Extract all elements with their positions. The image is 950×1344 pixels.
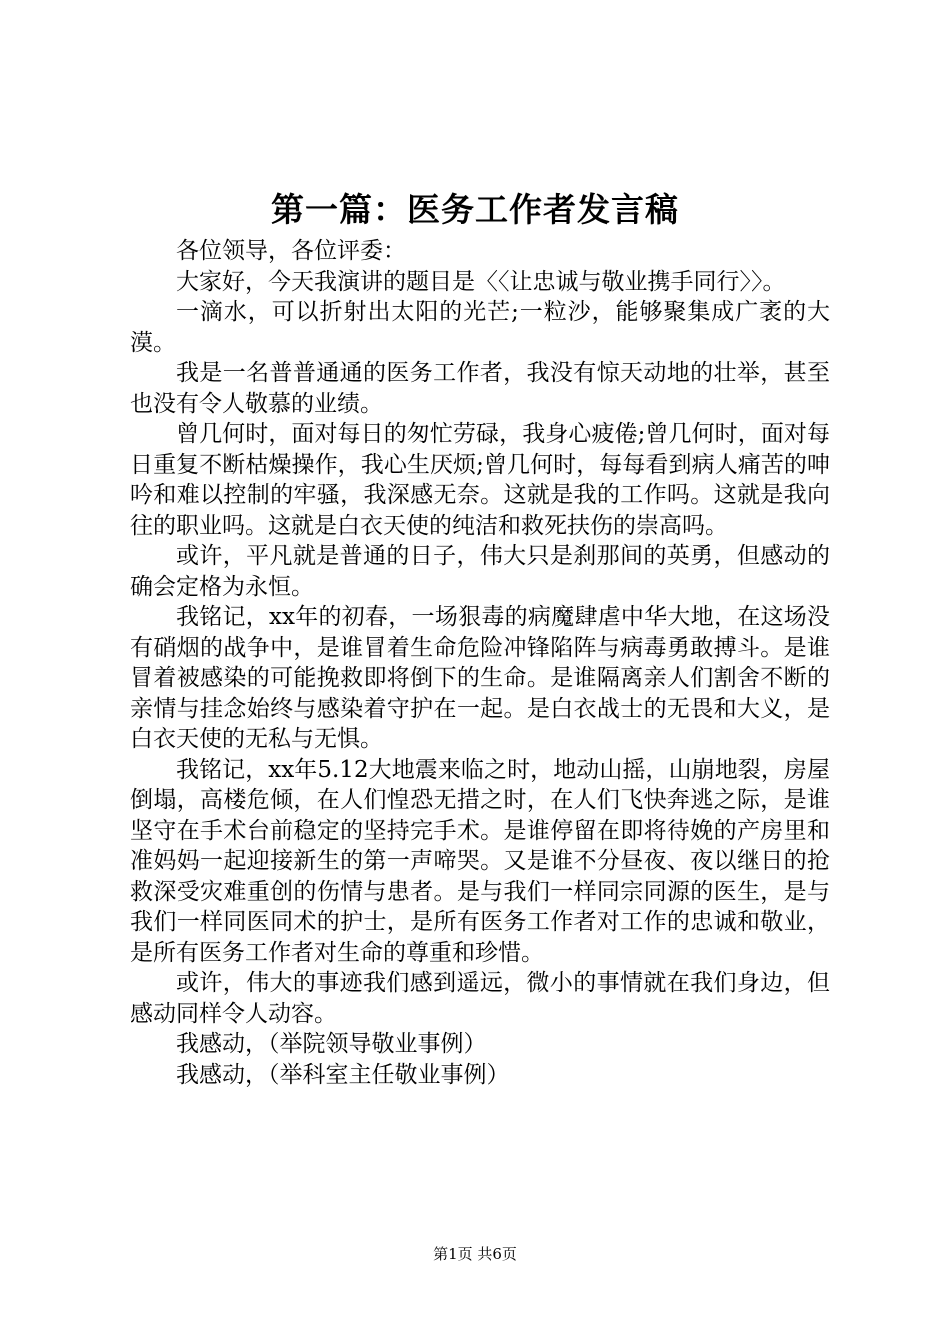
paragraph: 或许，平凡就是普通的日子，伟大只是刹那间的英勇，但感动的确会定格为永恒。 xyxy=(130,543,830,600)
paragraph: 我铭记，xx年5.12大地震来临之时，地动山摇，山崩地裂，房屋倒塌，高楼危倾，在人们惶恐无措之时，在人们飞快奔逃之际，是谁坚守在手术台前稳定的坚持完手术。是谁停留在即将待娩的产房里和准妈妈一起迎接新生的第一声啼哭。又是谁不分昼夜、夜以继日的抢救深受灾难重创的伤情与患者。是与我们一样同宗同源的医生，是与我们一样同医同术的护士，是所有医务工作者对工作的忠诚和敬业，是所有医务工作者对生命的尊重和珍惜。 xyxy=(130,756,830,966)
paragraph: 我感动，（举院领导敬业事例） xyxy=(176,1031,487,1057)
paragraph: 我是一名普普通通的医务工作者，我没有惊天动地的壮举，甚至也没有令人敬慕的业绩。 xyxy=(130,360,830,417)
paragraph: 或许，伟大的事迹我们感到遥远，微小的事情就在我们身边，但感动同样令人动容。 xyxy=(130,970,830,1027)
paragraph-greeting: 大家好，今天我演讲的题目是〈〈让忠诚与敬业携手同行〉〉。 xyxy=(176,268,786,295)
document-title: 第一篇：医务工作者发言稿 xyxy=(271,190,679,229)
paragraph: 一滴水，可以折射出太阳的光芒;一粒沙，能够聚集成广袤的大漠。 xyxy=(130,299,830,356)
paragraph: 我铭记，xx年的初春，一场狠毒的病魔肆虐中华大地，在这场没有硝烟的战争中，是谁冒着生命危险冲锋陷阵与病毒勇敢搏斗。是谁冒着被感染的可能挽救即将倒下的生命。是谁隔离亲人们割舍不断的亲情与挂念始终与感染着守护在一起。是白衣战士的无畏和大义，是白衣天使的无私与无惧。 xyxy=(130,604,830,752)
document-body xyxy=(130,236,830,1090)
paragraph-salutation: 各位领导，各位评委： xyxy=(176,238,406,264)
paragraph: 曾几何时，面对每日的匆忙劳碌，我身心疲倦;曾几何时，面对每日重复不断枯燥操作，我心生厌烦;曾几何时，每每看到病人痛苦的呻吟和难以控制的牢骚，我深感无奈。这就是我的工作吗。这就是我向往的职业吗。这就是白衣天使的纯洁和救死扶伤的崇高吗。 xyxy=(130,421,830,539)
paragraph: 我感动，（举科室主任敬业事例） xyxy=(176,1061,510,1088)
page-number-footer: 第1页 共6页 xyxy=(433,1245,517,1263)
